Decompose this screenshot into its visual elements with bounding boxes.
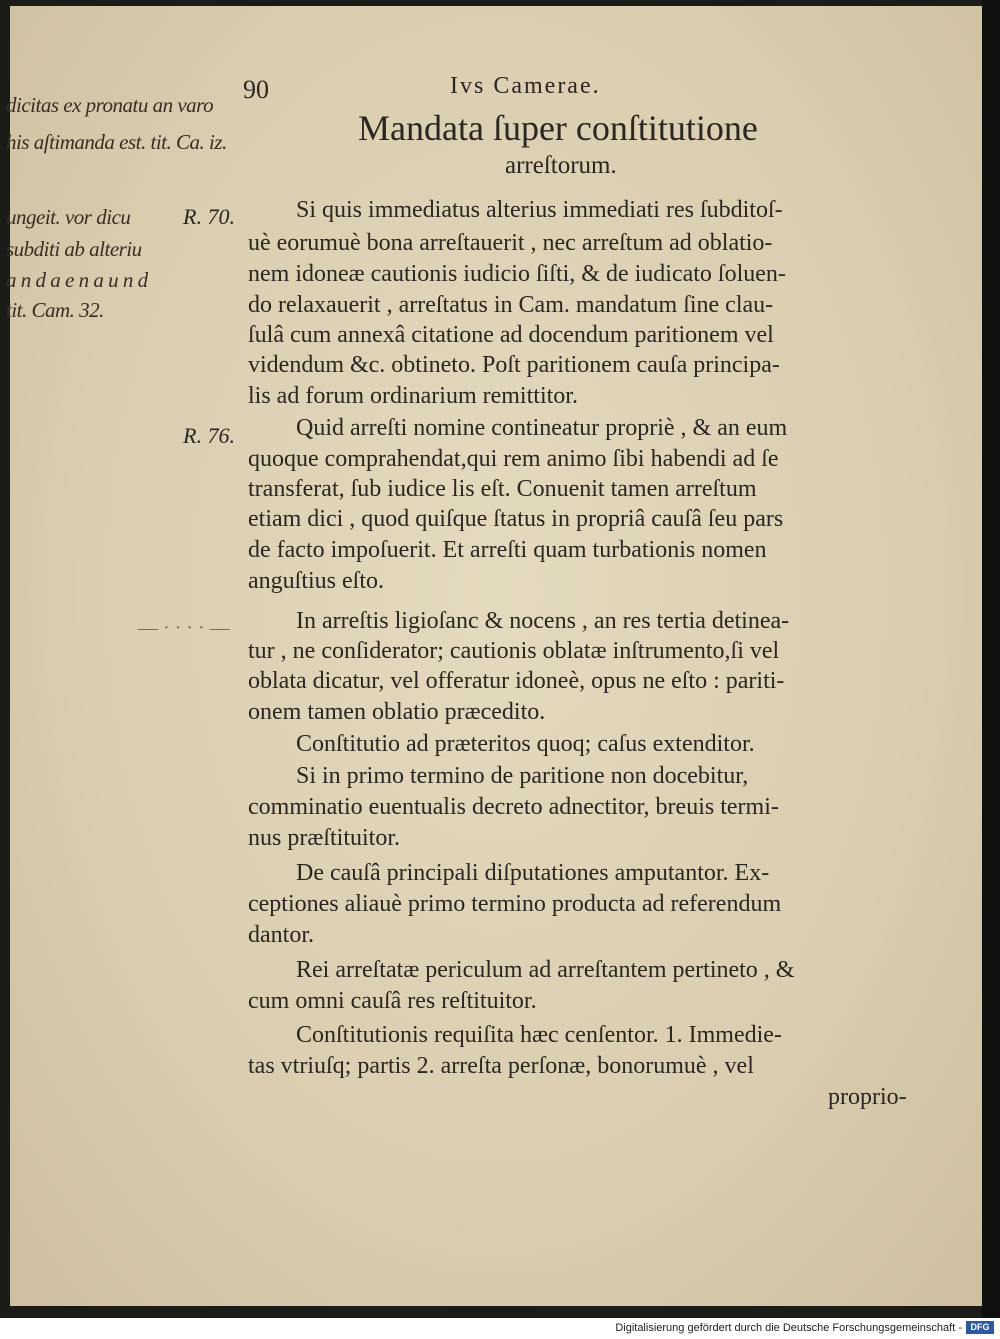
body-line: Rei arreſtatæ periculum ad arreſtantem pertineto , & (296, 957, 795, 983)
section-title-line-2: arreſtorum. (505, 152, 617, 179)
body-line: de facto impoſuerit. Et arreſti quam turbationis nomen (248, 537, 767, 563)
margin-reference: R. 76. (183, 423, 235, 448)
handwritten-note: tit. Cam. 32. (6, 298, 104, 322)
margin-reference: R. 70. (183, 204, 235, 229)
body-line: Si in primo termino de paritione non docebitur, (296, 763, 749, 789)
footer-bar (0, 1318, 1000, 1339)
body-line: transferat, ſub iudice lis eſt. Conuenit tamen arreſtum (248, 476, 757, 502)
body-line: Si quis immediatus alterius immediati res ſubditoſ- (296, 197, 783, 223)
body-line: videndum &c. obtineto. Poſt paritionem cauſa principa- (248, 352, 780, 378)
body-line: dantor. (248, 922, 314, 948)
body-line: etiam dici , quod quiſque ſtatus in propriâ cauſâ ſeu pars (248, 506, 784, 532)
body-line: do relaxauerit , arreſtatus in Cam. mandatum ſine clau- (248, 292, 774, 318)
body-line: oblata dicatur, vel offeratur idoneè, opus ne eſto : pariti- (248, 668, 785, 694)
body-line: lis ad forum ordinarium remittitor. (248, 383, 578, 409)
body-line: tur , ne conſiderator; cautionis oblatæ inſtrumento,ſi vel (248, 638, 780, 664)
body-line: uè eorumuè bona arreſtauerit , nec arreſtum ad oblatio- (248, 230, 773, 256)
section-title-line-1: Mandata ſuper conſtitutione (358, 108, 758, 148)
body-line: anguſtius eſto. (248, 568, 384, 594)
body-line: nem idoneæ cautionis iudicio ſiſti, & de iudicato ſoluen- (248, 261, 786, 287)
body-line: ſulâ cum annexâ citatione ad docendum paritionem vel (248, 322, 774, 348)
handwritten-note: subditi ab alteriu (6, 237, 142, 261)
dfg-logo: DFG (966, 1321, 994, 1334)
handwritten-note: a n d a e n a u n d (6, 268, 148, 292)
body-line: Quid arreſti nomine contineatur propriè , & an eum (296, 415, 788, 441)
body-line: ceptiones aliauè primo termino producta ad referendum (248, 891, 782, 917)
funding-credit: Digitalisierung gefördert durch die Deutsche Forschungsgemeinschaft - (615, 1322, 962, 1334)
running-head: Ivs Camerae. (450, 73, 601, 99)
body-line: In arreſtis ligioſanc & nocens , an res tertia detinea- (296, 608, 790, 634)
handwritten-note: ungeit. vor dicu (6, 205, 131, 229)
body-line: quoque comprahendat,qui rem animo ſibi habendi ad ſe (248, 446, 779, 472)
body-line: De cauſâ principali diſputationes amputantor. Ex- (296, 860, 770, 886)
body-line: tas vtriuſq; partis 2. arreſta perſonæ, bonorumuè , vel (248, 1053, 754, 1079)
catchword: proprio- (828, 1084, 907, 1110)
body-line: onem tamen oblatio præcedito. (248, 699, 546, 725)
body-line: Conſtitutio ad præteritos quoq; caſus extenditor. (296, 731, 755, 757)
page-number: 90 (243, 75, 269, 104)
body-line: cum omni cauſâ res reſtituitor. (248, 988, 537, 1014)
handwritten-note: dicitas ex pronatu an varo (6, 93, 214, 117)
body-line: comminatio euentualis decreto adnectitor, breuis termi- (248, 794, 779, 820)
scan-edge (982, 0, 1000, 1318)
body-line: Conſtitutionis requiſita hæc cenſentor. 1. Immedie- (296, 1022, 782, 1048)
body-line: nus præſtituitor. (248, 825, 401, 851)
margin-marks: — · · · · — (138, 617, 230, 639)
handwritten-note: his aſtimanda est. tit. Ca. iz. (6, 130, 227, 154)
